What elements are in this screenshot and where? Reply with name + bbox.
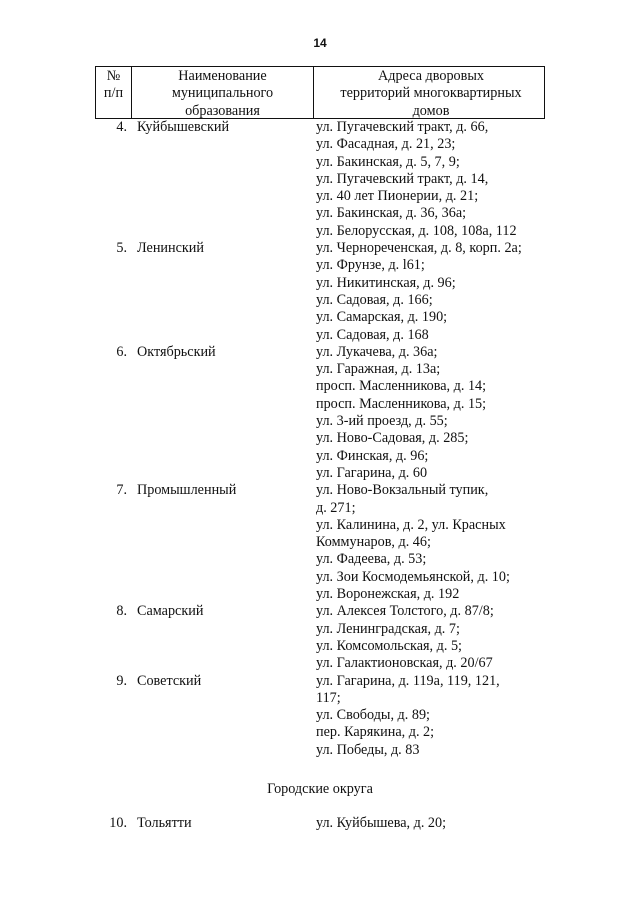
row-municipality: Советский [137, 672, 202, 689]
page-number: 14 [313, 36, 327, 50]
table-body [95, 119, 545, 759]
address-line: ул. Самарская, д. 190; [316, 309, 448, 326]
table-row [95, 603, 545, 672]
table-row [95, 344, 545, 482]
address-line: ул. Никитинская, д. 96; [316, 274, 456, 291]
address-line: ул. Фадеева, д. 53; [316, 551, 427, 568]
row-municipality: Ленинский [137, 240, 204, 257]
address-line: ул. Бакинская, д. 5, 7, 9; [316, 153, 460, 170]
address-line: ул. Бакинская, д. 36, 36а; [316, 205, 467, 222]
row-municipality: Самарский [137, 603, 204, 620]
address-line: просп. Масленникова, д. 14; [316, 378, 487, 395]
row-addresses [313, 673, 545, 759]
header-line: п/п [103, 85, 124, 102]
table-header [95, 66, 545, 119]
table-row [95, 240, 545, 344]
row-addresses [313, 603, 545, 672]
address-table [95, 66, 545, 759]
row-municipality: Октябрьский [137, 343, 216, 360]
address-line: Коммунаров, д. 46; [316, 534, 431, 551]
row-addresses [313, 815, 545, 832]
row-number: 10. [109, 815, 127, 831]
address-line: ул. Галактионовская, д. 20/67 [316, 655, 493, 672]
address-line: ул. Комсомольская, д. 5; [316, 637, 462, 654]
header-line: Адреса дворовых [378, 68, 484, 84]
table-row [95, 673, 545, 759]
address-line: ул. Фрунзе, д. l61; [316, 257, 425, 274]
address-line: ул. Калинина, д. 2, ул. Красных [316, 516, 506, 533]
address-line: ул. Пугачевский тракт, д. 14, [316, 170, 489, 187]
address-line: 117; [316, 689, 341, 706]
row-number: 5. [116, 240, 127, 257]
address-line: ул. Куйбышева, д. 20; [316, 815, 447, 831]
table-row [95, 119, 545, 240]
row-municipality: Куйбышевский [137, 119, 230, 135]
address-line: ул. Ново-Вокзальный тупик, [316, 482, 489, 499]
address-line: ул. Зои Космодемьянской, д. 10; [316, 568, 510, 585]
header-line: территорий многоквартирных [340, 85, 522, 102]
row-addresses [313, 344, 545, 482]
row-number: 6. [116, 343, 127, 360]
header-num [96, 67, 132, 118]
address-line: просп. Масленникова, д. 15; [316, 395, 487, 412]
address-line: ул. Финская, д. 96; [316, 447, 429, 464]
address-line: ул. Ново-Садовая, д. 285; [316, 430, 469, 447]
section-title: Городские округа [267, 781, 373, 797]
header-line: Наименование [178, 68, 267, 84]
header-municipality [132, 67, 314, 118]
address-line: ул. Ленинградская, д. 7; [316, 620, 460, 637]
header-line: № [106, 68, 121, 84]
row-number: 4. [116, 119, 127, 135]
table-row [95, 482, 545, 603]
address-line: ул. Воронежская, д. 192 [316, 586, 460, 603]
address-line: ул. 3-ий проезд, д. 55; [316, 413, 448, 430]
row-municipality: Промышленный [137, 482, 237, 499]
address-line: ул. Алексея Толстого, д. 87/8; [316, 603, 494, 620]
table-row [95, 815, 545, 832]
address-line: ул. Победы, д. 83 [316, 741, 420, 758]
row-municipality: Тольятти [137, 815, 192, 831]
header-line: домов [412, 102, 450, 119]
address-line: ул. Садовая, д. 168 [316, 326, 429, 343]
header-line: муниципального [171, 85, 274, 102]
address-line: ул. Белорусская, д. 108, 108а, 112 [316, 222, 517, 239]
address-line: ул. Лукачева, д. 36а; [316, 343, 438, 360]
address-line: ул. Чернореченская, д. 8, корп. 2а; [316, 240, 522, 257]
header-line: образования [185, 102, 260, 119]
address-line: ул. Гагарина, д. 60 [316, 464, 428, 481]
row-addresses [313, 482, 545, 603]
address-line: ул. Пугачевский тракт, д. 66, [316, 119, 489, 135]
row-number: 7. [116, 482, 127, 499]
row-addresses [313, 240, 545, 344]
row-number: 8. [116, 603, 127, 620]
address-line: ул. Свободы, д. 89; [316, 707, 430, 724]
address-line: ул. Гаражная, д. 13а; [316, 361, 441, 378]
address-line: пер. Карякина, д. 2; [316, 724, 435, 741]
address-line: д. 271; [316, 499, 356, 516]
address-line: ул. 40 лет Пионерии, д. 21; [316, 188, 479, 205]
address-line: ул. Гагарина, д. 119а, 119, 121, [316, 672, 500, 689]
row-number: 9. [116, 672, 127, 689]
address-line: ул. Фасадная, д. 21, 23; [316, 136, 456, 153]
address-line: ул. Садовая, д. 166; [316, 291, 433, 308]
header-addresses [314, 67, 544, 118]
row-addresses [313, 119, 545, 240]
